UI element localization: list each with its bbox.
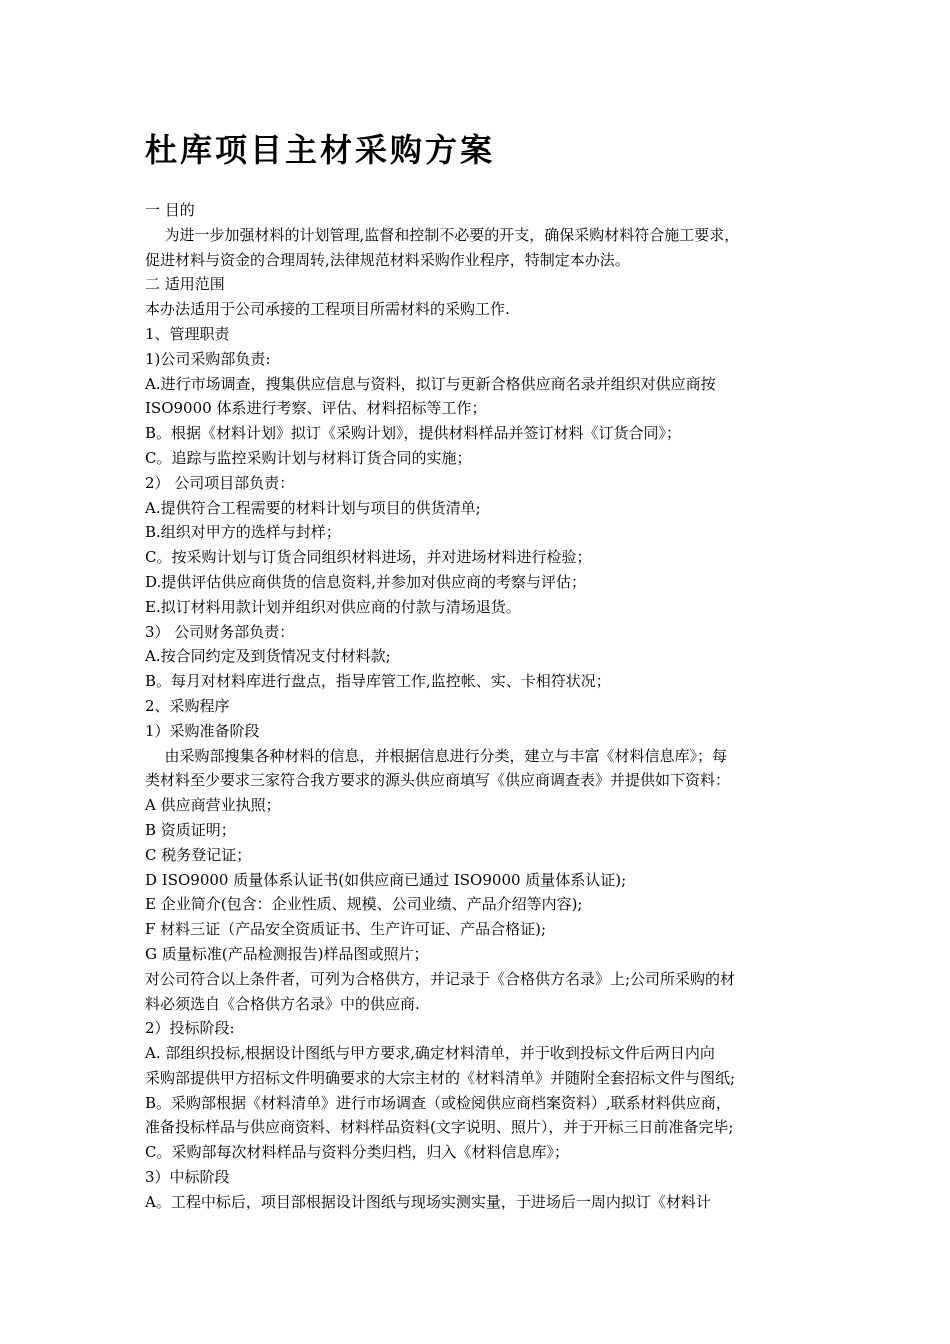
document-title: 杜库项目主材采购方案 [145, 131, 496, 169]
text-line: B.组织对甲方的选样与封样； [145, 523, 341, 542]
text-line: 由采购部搜集各种材料的信息，并根据信息进行分类，建立与丰富《材料信息库》；每 [164, 746, 728, 765]
text-line: C。按采购计划与订货合同组织材料进场，并对进场材料进行检验； [145, 548, 592, 567]
text-line: 本办法适用于公司承接的工程项目所需材料的采购工作. [145, 300, 510, 319]
text-line: A.按合同约定及到货情况支付材料款; [145, 647, 391, 666]
text-line: 1）采购准备阶段 [145, 721, 260, 740]
text-line: 料必须选自《合格供方名录》中的供应商. [145, 994, 420, 1013]
text-line: B 资质证明； [145, 820, 236, 839]
text-line: C。追踪与监控采购计划与材料订货合同的实施； [145, 448, 472, 467]
text-line: D ISO9000 质量体系认证书(如供应商已通过 ISO9000 质量体系认证); [145, 870, 627, 889]
text-line: B。每月对材料库进行盘点，指导库管工作,监控帐、实、卡相符状况； [145, 672, 611, 691]
text-line: 类材料至少要求三家符合我方要求的源头供应商填写《供应商调查表》并提供如下资料： [145, 771, 731, 790]
text-line: 3） 公司财务部负责： [145, 622, 295, 641]
text-line: 促进材料与资金的合理周转,法律规范材料采购作业程序，特制定本办法。 [145, 250, 630, 269]
text-line: E 企业简介(包含：企业性质、规模、公司业绩、产品介绍等内容); [145, 895, 583, 914]
text-line: 准备投标样品与供应商资料、材料样品资料(文字说明、照片），并于开标三日前准备完毕; [145, 1118, 734, 1137]
text-line: A.提供符合工程需要的材料计划与项目的供货清单; [145, 498, 481, 517]
text-line: G 质量标准(产品检测报告)样品图或照片； [145, 944, 429, 963]
text-line: 2） 公司项目部负责： [145, 473, 295, 492]
text-line: 2、采购程序 [145, 696, 230, 715]
text-line: ISO9000 体系进行考察、评估、材料招标等工作； [145, 399, 487, 418]
text-line: 为进一步加强材料的计划管理,监督和控制不必要的开支，确保采购材料符合施工要求， [164, 225, 740, 244]
text-line: E.拟订材料用款计划并组织对供应商的付款与清场退货。 [145, 597, 521, 616]
text-line: B。根据《材料计划》拟订《采购计划》，提供材料样品并签订材料《订货合同》； [145, 424, 682, 443]
text-line: 一 目的 [145, 201, 195, 219]
document-body [145, 198, 815, 1215]
text-line: 1)公司采购部负责: [145, 349, 271, 368]
text-line: 1、管理职责 [145, 324, 230, 343]
text-line: D.提供评估供应商供货的信息资料,并参加对供应商的考察与评估； [145, 572, 587, 591]
text-line: 对公司符合以上条件者，可列为合格供方，并记录于《合格供方名录》上;公司所采购的材 [145, 969, 736, 988]
text-line: 采购部提供甲方招标文件明确要求的大宗主材的《材料清单》并随附全套招标文件与图纸; [145, 1068, 736, 1087]
text-line: A 供应商营业执照； [145, 796, 281, 815]
text-line: F 材料三证（产品安全资质证书、生产许可证、产品合格证); [145, 920, 547, 939]
text-line: A。工程中标后，项目部根据设计图纸与现场实测实量，于进场后一周内拟订《材料计 [145, 1192, 711, 1211]
text-line: A. 部组织投标,根据设计图纸与甲方要求,确定材料清单，并于收到投标文件后两日内向 [145, 1044, 715, 1063]
text-line: 二 适用范围 [145, 275, 225, 294]
text-line: 2）投标阶段: [145, 1019, 235, 1038]
text-line: C 税务登记证； [145, 845, 252, 864]
text-line: 3）中标阶段 [145, 1168, 230, 1187]
text-line: B。采购部根据《材料清单》进行市场调查（或检阅供应商档案资料）,联系材料供应商， [145, 1093, 731, 1112]
text-line: A.进行市场调查，搜集供应信息与资料，拟订与更新合格供应商名录并组织对供应商按 [145, 374, 716, 393]
text-line: C。采购部每次材料样品与资料分类归档，归入《材料信息库》； [145, 1143, 569, 1162]
